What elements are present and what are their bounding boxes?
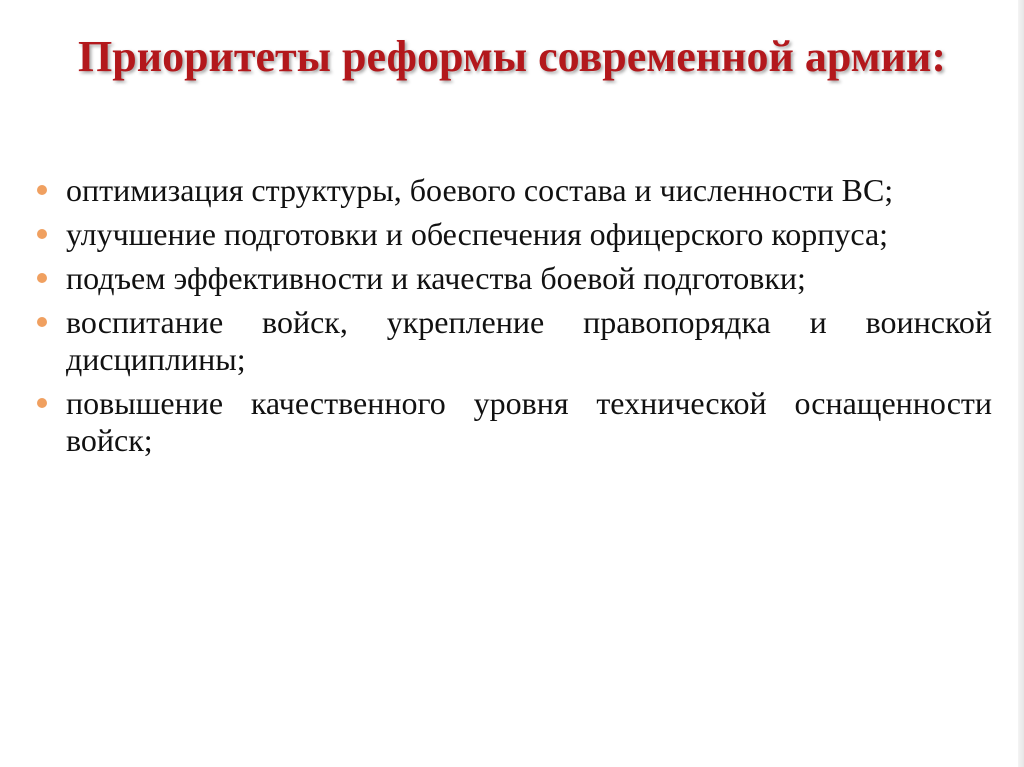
bullet-dot-icon	[37, 185, 47, 195]
slide-edge-shadow	[1018, 0, 1024, 767]
bullet-dot-icon	[37, 273, 47, 283]
bullet-item	[34, 385, 992, 459]
bullet-list	[34, 172, 992, 466]
bullet-item	[34, 172, 992, 209]
bullet-text: улучшение подготовки и обеспечения офицерского корпуса;	[66, 216, 889, 252]
bullet-text: воспитание войск, укрепление правопорядка и воинской дисциплины;	[66, 304, 992, 377]
bullet-text: оптимизация структуры, боевого состава и численности ВС;	[66, 172, 894, 208]
slide-title: Приоритеты реформы современной армии:	[78, 32, 946, 81]
bullet-text: подъем эффективности и качества боевой подготовки;	[66, 260, 806, 296]
bullet-item	[34, 216, 992, 253]
bullet-dot-icon	[37, 317, 47, 327]
bullet-item	[34, 304, 992, 378]
bullet-dot-icon	[37, 229, 47, 239]
bullet-dot-icon	[37, 398, 47, 408]
bullet-item	[34, 260, 992, 297]
bullet-text: повышение качественного уровня технической оснащенности войск;	[66, 385, 992, 458]
